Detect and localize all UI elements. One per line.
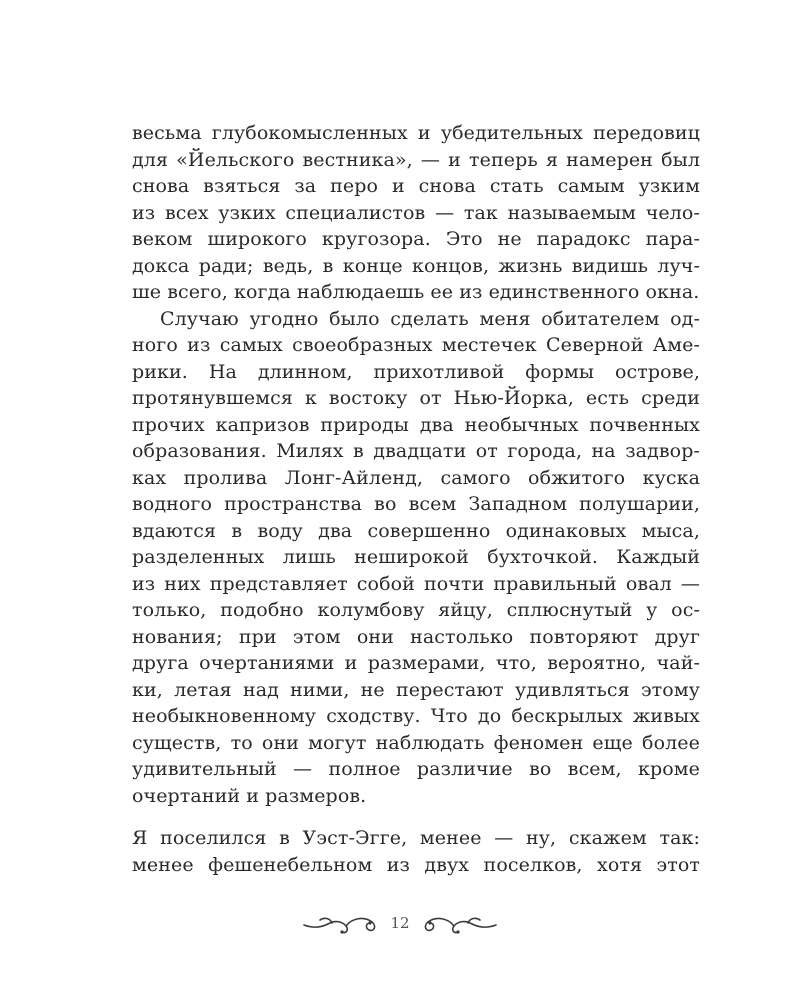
text-line: ше всего, когда наблюдаешь ее из единственного окна. — [132, 281, 700, 303]
text-line: весьма глубокомысленных и убедительных передовиц — [132, 122, 700, 144]
text-line: прочих капризов природы два необычных почвенных — [132, 413, 700, 436]
text-line: очертаний и размеров. — [132, 784, 367, 807]
text-line: докса ради; ведь, в конце концов, жизнь видишь луч- — [132, 254, 700, 277]
text-line: ки, летая над ними, не перестают удивляться этому — [132, 678, 700, 701]
text-line: водного пространства во всем Западном полушарии, — [132, 493, 700, 515]
text-line: рики. На длинном, прихотливой формы острове, — [132, 360, 700, 383]
section-text — [132, 825, 700, 878]
main-text — [132, 120, 700, 809]
text-line: друга очертаниями и размерами, что, вероятно, чай- — [132, 652, 700, 674]
text-line: для «Йельского вестника», — и теперь я намерен был — [132, 148, 700, 171]
text-line: удивительный — полное различие во всем, кроме — [132, 758, 700, 780]
text-line: существ, то они могут наблюдать феномен еще более — [132, 731, 700, 754]
text-line: Случаю угодно было сделать меня обитателем од- — [160, 307, 700, 330]
text-line: из всех узких специалистов — так называемым чело- — [132, 201, 700, 224]
text-line: протянувшемся к востоку от Нью-Йорка, есть среди — [132, 387, 700, 409]
right-flourish-icon — [418, 908, 498, 938]
text-line: разделенных лишь неширокой бухточкой. Каждый — [132, 546, 700, 568]
text-line: ках пролива Лонг-Айленд, самого обжитого куска — [132, 466, 700, 489]
text-line: менее фешенебельном из двух поселков, хотя этот — [132, 853, 700, 876]
text-line: вдаются в воду два совершенно одинаковых мыса, — [132, 519, 700, 542]
text-line: только, подобно колумбову яйцу, сплюснутый у ос- — [132, 599, 700, 621]
text-line: из них представляет собой почти правильный овал — — [132, 572, 700, 595]
text-line: образования. Милях в двадцати от города, на задвор- — [132, 440, 700, 462]
text-line: веком широкого кругозора. Это не парадокс пара- — [132, 228, 700, 250]
page-footer — [0, 903, 800, 943]
text-line: необыкновенному сходству. Что до бескрылых живых — [132, 705, 700, 727]
text-line: Я поселился в Уэст-Эгге, менее — ну, скажем так: — [132, 827, 700, 849]
text-line: ного из самых своеобразных местечек Северной Аме- — [132, 334, 700, 356]
left-flourish-icon — [302, 908, 382, 938]
text-line: снова взяться за перо и снова стать самым узким — [132, 175, 700, 197]
text-line: нования; при этом они настолько повторяют друг — [132, 625, 700, 648]
page-number: 12 — [390, 914, 410, 932]
